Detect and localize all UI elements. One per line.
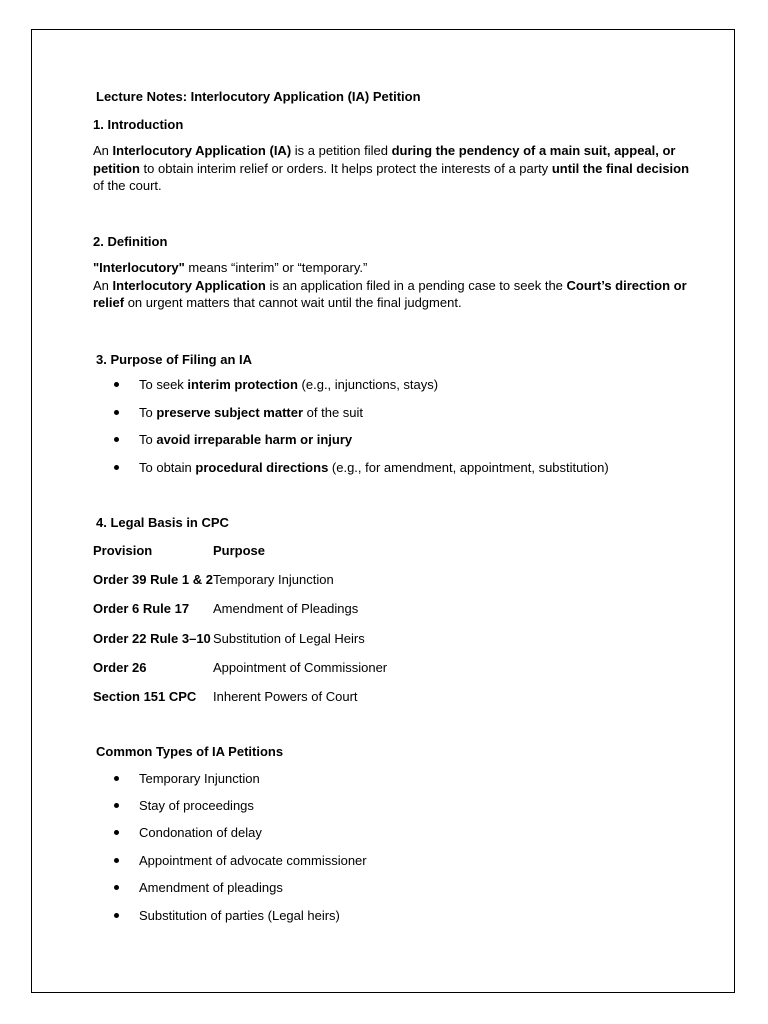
purpose-list-item: To obtain procedural directions (e.g., for amendment, appointment, substitution) xyxy=(139,460,609,475)
purpose-list-item: To preserve subject matter of the suit xyxy=(139,405,364,420)
document-page xyxy=(31,29,735,993)
table-cell-provision: Order 39 Rule 1 & 2 xyxy=(93,572,213,587)
bullet-icon xyxy=(114,382,119,387)
bullet-icon xyxy=(114,776,119,781)
table-cell-purpose: Substitution of Legal Heirs xyxy=(213,631,365,646)
document-title: Lecture Notes: Interlocutory Application (IA) Petition xyxy=(96,89,421,104)
section-heading-legal-basis: 4. Legal Basis in CPC xyxy=(96,515,229,530)
table-cell-purpose: Amendment of Pleadings xyxy=(213,601,359,616)
section-heading-common-types: Common Types of IA Petitions xyxy=(96,744,284,759)
table-cell-purpose: Temporary Injunction xyxy=(213,572,334,587)
introduction-paragraph: An Interlocutory Application (IA) is a petition filed during the pendency of a main suit, appeal, or petition to obtain interim relief or orders. It helps protect the interests of a party until the final decision of the court. xyxy=(93,143,690,193)
bullet-icon xyxy=(114,437,119,442)
section-heading-purpose: 3. Purpose of Filing an IA xyxy=(96,352,253,367)
list-item: Temporary Injunction xyxy=(139,771,260,786)
section-heading-introduction: 1. Introduction xyxy=(93,117,184,132)
bullet-icon xyxy=(114,410,119,415)
bullet-icon xyxy=(114,913,119,918)
table-cell-provision: Order 26 xyxy=(93,660,147,675)
definition-paragraph: "Interlocutory" means “interim” or “temporary.” An Interlocutory Application is an application filed in a pending case to seek the Court’s direction or relief on urgent matters that cannot wait until the final judgment. xyxy=(93,260,687,310)
table-cell-provision: Order 22 Rule 3–10 xyxy=(93,631,211,646)
bullet-icon xyxy=(114,858,119,863)
purpose-list-item: To seek interim protection (e.g., injunctions, stays) xyxy=(139,377,439,392)
table-cell-purpose: Appointment of Commissioner xyxy=(213,660,388,675)
table-cell-provision: Section 151 CPC xyxy=(93,689,197,704)
bullet-icon xyxy=(114,885,119,890)
bullet-icon xyxy=(114,803,119,808)
table-cell-purpose: Inherent Powers of Court xyxy=(213,689,358,704)
table-header-purpose: Purpose xyxy=(213,543,266,558)
list-item: Stay of proceedings xyxy=(139,798,254,813)
table-cell-provision: Order 6 Rule 17 xyxy=(93,601,190,616)
list-item: Substitution of parties (Legal heirs) xyxy=(139,908,340,923)
table-header-provision: Provision xyxy=(93,543,153,558)
bullet-icon xyxy=(114,830,119,835)
purpose-list-item: To avoid irreparable harm or injury xyxy=(139,432,353,447)
list-item: Appointment of advocate commissioner xyxy=(139,853,367,868)
list-item: Condonation of delay xyxy=(139,825,262,840)
list-item: Amendment of pleadings xyxy=(139,880,283,895)
section-heading-definition: 2. Definition xyxy=(93,234,168,249)
bullet-icon xyxy=(114,465,119,470)
